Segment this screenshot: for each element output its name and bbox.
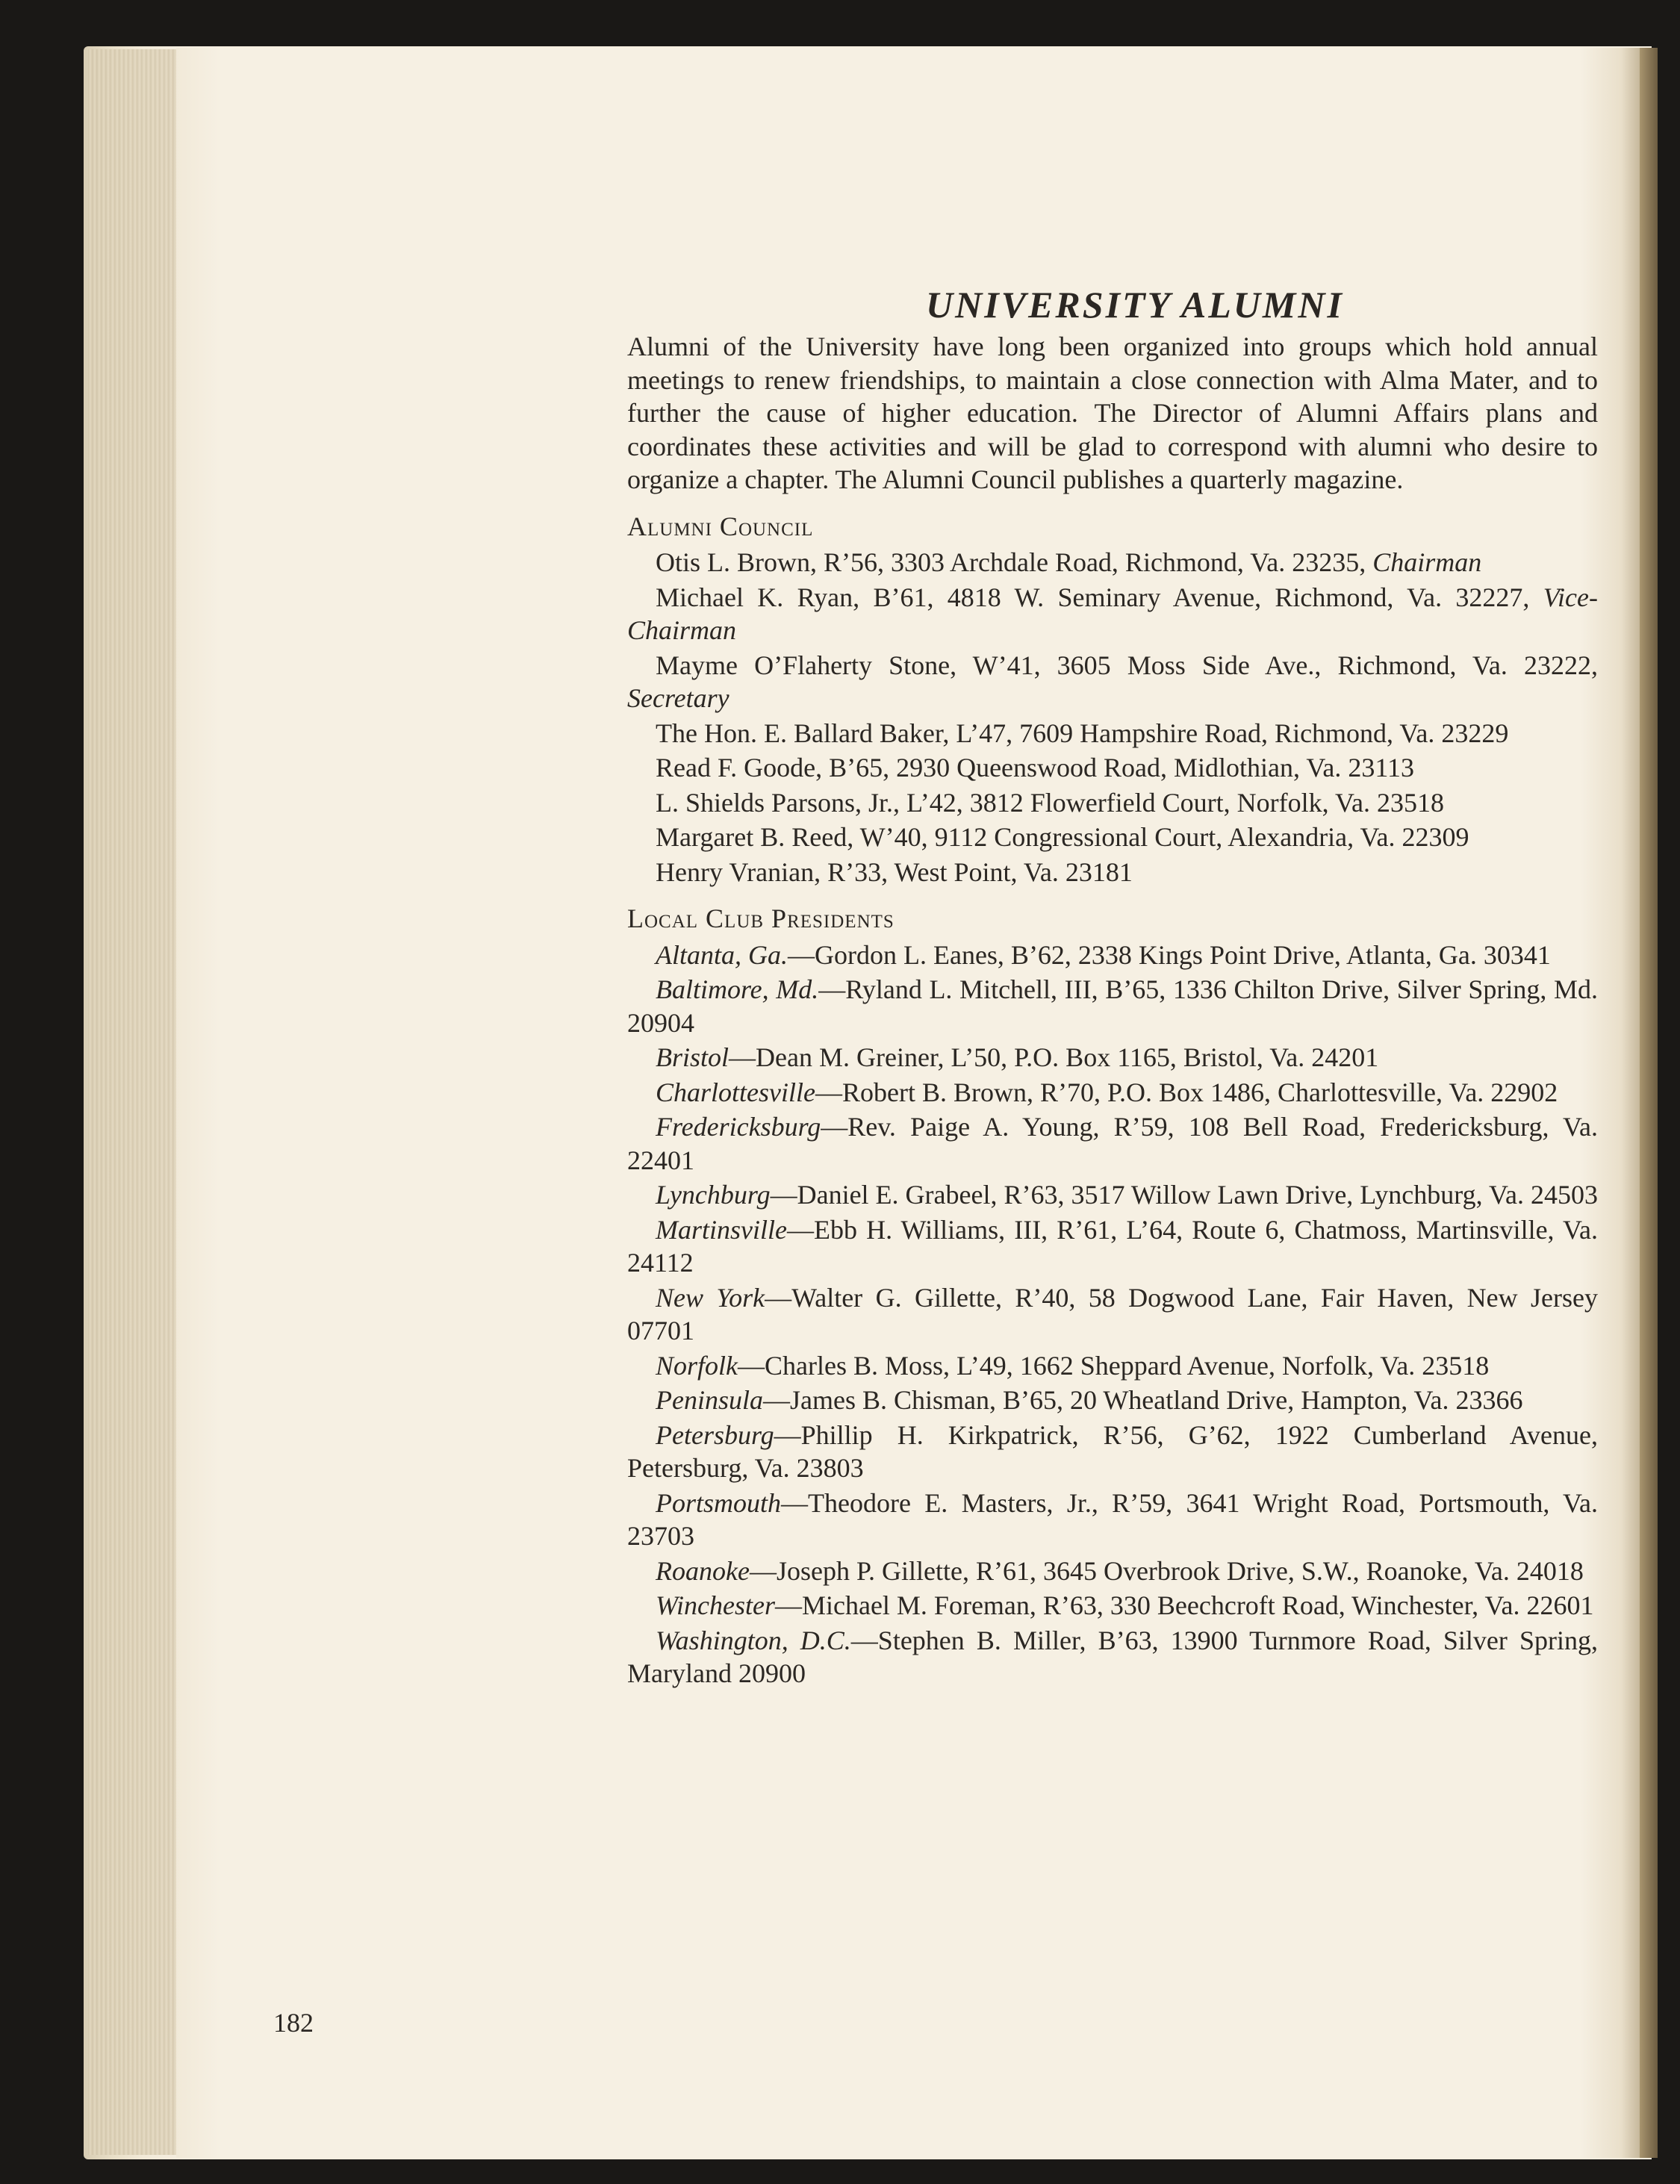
club-entry: Charlottesville—Robert B. Brown, R’70, P.O. Box 1486, Charlottesville, Va. 22902 [656, 1077, 1558, 1107]
club-city: Petersburg [656, 1419, 774, 1450]
club-entry: New York—Walter G. Gillette, R’40, 58 Dogwood Lane, Fair Haven, New Jersey 07701 [627, 1282, 1598, 1345]
binding-shadow [1640, 48, 1658, 2158]
club-entry: Washington, D.C.—Stephen B. Miller, B’63, 13900 Turnmore Road, Silver Spring, Maryland 20900 [627, 1625, 1598, 1688]
club-entry: Bristol—Dean M. Greiner, L’50, P.O. Box 1165, Bristol, Va. 24201 [656, 1042, 1379, 1072]
page-content [627, 284, 1598, 1692]
council-member: L. Shields Parsons, Jr., L’42, 3812 Flowerfield Court, Norfolk, Va. 23518 [656, 787, 1444, 818]
club-entry: Baltimore, Md.—Ryland L. Mitchell, III, B’65, 1336 Chilton Drive, Silver Spring, Md. 20904 [627, 974, 1598, 1038]
club-city: Washington, D.C. [656, 1625, 851, 1655]
club-entry: Martinsville—Ebb H. Williams, III, R’61, L’64, Route 6, Chatmoss, Martinsville, Va. 24112 [627, 1214, 1598, 1278]
council-list [627, 546, 1598, 889]
club-city: Roanoke [656, 1555, 750, 1586]
club-city: Martinsville [656, 1214, 787, 1245]
club-entry: Petersburg—Phillip H. Kirkpatrick, R’56, G’62, 1922 Cumberland Avenue, Petersburg, Va. 23803 [627, 1419, 1598, 1483]
page-title: UNIVERSITY ALUMNI [926, 284, 1344, 326]
council-member: Otis L. Brown, R’56, 3303 Archdale Road, Richmond, Va. 23235, Chairman [656, 547, 1482, 577]
council-member: Henry Vranian, R’33, West Point, Va. 23181 [656, 856, 1133, 887]
club-entry: Norfolk—Charles B. Moss, L’49, 1662 Sheppard Avenue, Norfolk, Va. 23518 [656, 1350, 1490, 1381]
council-heading: Alumni Council [627, 511, 814, 541]
club-city: Portsmouth [656, 1487, 782, 1518]
intro-paragraph: Alumni of the University have long been organized into groups which hold annual meetings to renew friendships, to maintain a close connection with Alma Mater, and to further the cause of higher education. The Director of Alumni Affairs plans and coordinates these activities and will be glad to correspond with alumni who desire to organize a chapter. The Alumni Council publishes a quarterly magazine. [627, 332, 1598, 494]
member-role: Vice-Chairman [627, 582, 1598, 645]
council-member: Michael K. Ryan, B’61, 4818 W. Seminary Avenue, Richmond, Va. 32227, Vice-Chairman [627, 582, 1598, 645]
council-member: Read F. Goode, B’65, 2930 Queenswood Road, Midlothian, Va. 23113 [656, 753, 1415, 783]
club-city: Charlottesville [656, 1077, 815, 1107]
club-city: Peninsula [656, 1385, 763, 1415]
club-entry: Roanoke—Joseph P. Gillette, R’61, 3645 Overbrook Drive, S.W., Roanoke, Va. 24018 [656, 1555, 1584, 1586]
club-entry: Lynchburg—Daniel E. Grabeel, R’63, 3517 Willow Lawn Drive, Lynchburg, Va. 24503 [656, 1180, 1598, 1210]
clubs-heading: Local Club Presidents [627, 903, 895, 933]
club-city: Norfolk [656, 1350, 738, 1381]
club-city: Lynchburg [656, 1180, 771, 1210]
club-entry: Portsmouth—Theodore E. Masters, Jr., R’59, 3641 Wright Road, Portsmouth, Va. 23703 [627, 1487, 1598, 1551]
member-role: Chairman [1372, 547, 1482, 577]
council-member: The Hon. E. Ballard Baker, L’47, 7609 Hampshire Road, Richmond, Va. 23229 [656, 718, 1509, 748]
club-city: Fredericksburg [656, 1112, 821, 1142]
council-member: Margaret B. Reed, W’40, 9112 Congressional Court, Alexandria, Va. 22309 [656, 822, 1469, 852]
club-entry: Peninsula—James B. Chisman, B’65, 20 Wheatland Drive, Hampton, Va. 23366 [656, 1385, 1523, 1415]
club-city: Bristol [656, 1042, 729, 1072]
club-city: Baltimore, Md. [656, 974, 819, 1004]
page-stack [88, 49, 178, 2155]
clubs-list [627, 939, 1598, 1690]
club-city: New York [656, 1282, 765, 1313]
club-entry: Altanta, Ga.—Gordon L. Eanes, B’62, 2338 Kings Point Drive, Atlanta, Ga. 30341 [656, 939, 1551, 970]
club-city: Altanta, Ga. [656, 939, 788, 970]
club-entry: Winchester—Michael M. Foreman, R’63, 330 Beechcroft Road, Winchester, Va. 22601 [656, 1590, 1594, 1620]
council-member: Mayme O’Flaherty Stone, W’41, 3605 Moss Side Ave., Richmond, Va. 23222, Secretary [627, 650, 1598, 713]
club-entry: Fredericksburg—Rev. Paige A. Young, R’59, 108 Bell Road, Fredericksburg, Va. 22401 [627, 1112, 1598, 1175]
member-role: Secretary [627, 683, 729, 713]
page-number: 182 [273, 2008, 314, 2038]
club-city: Winchester [656, 1590, 775, 1620]
